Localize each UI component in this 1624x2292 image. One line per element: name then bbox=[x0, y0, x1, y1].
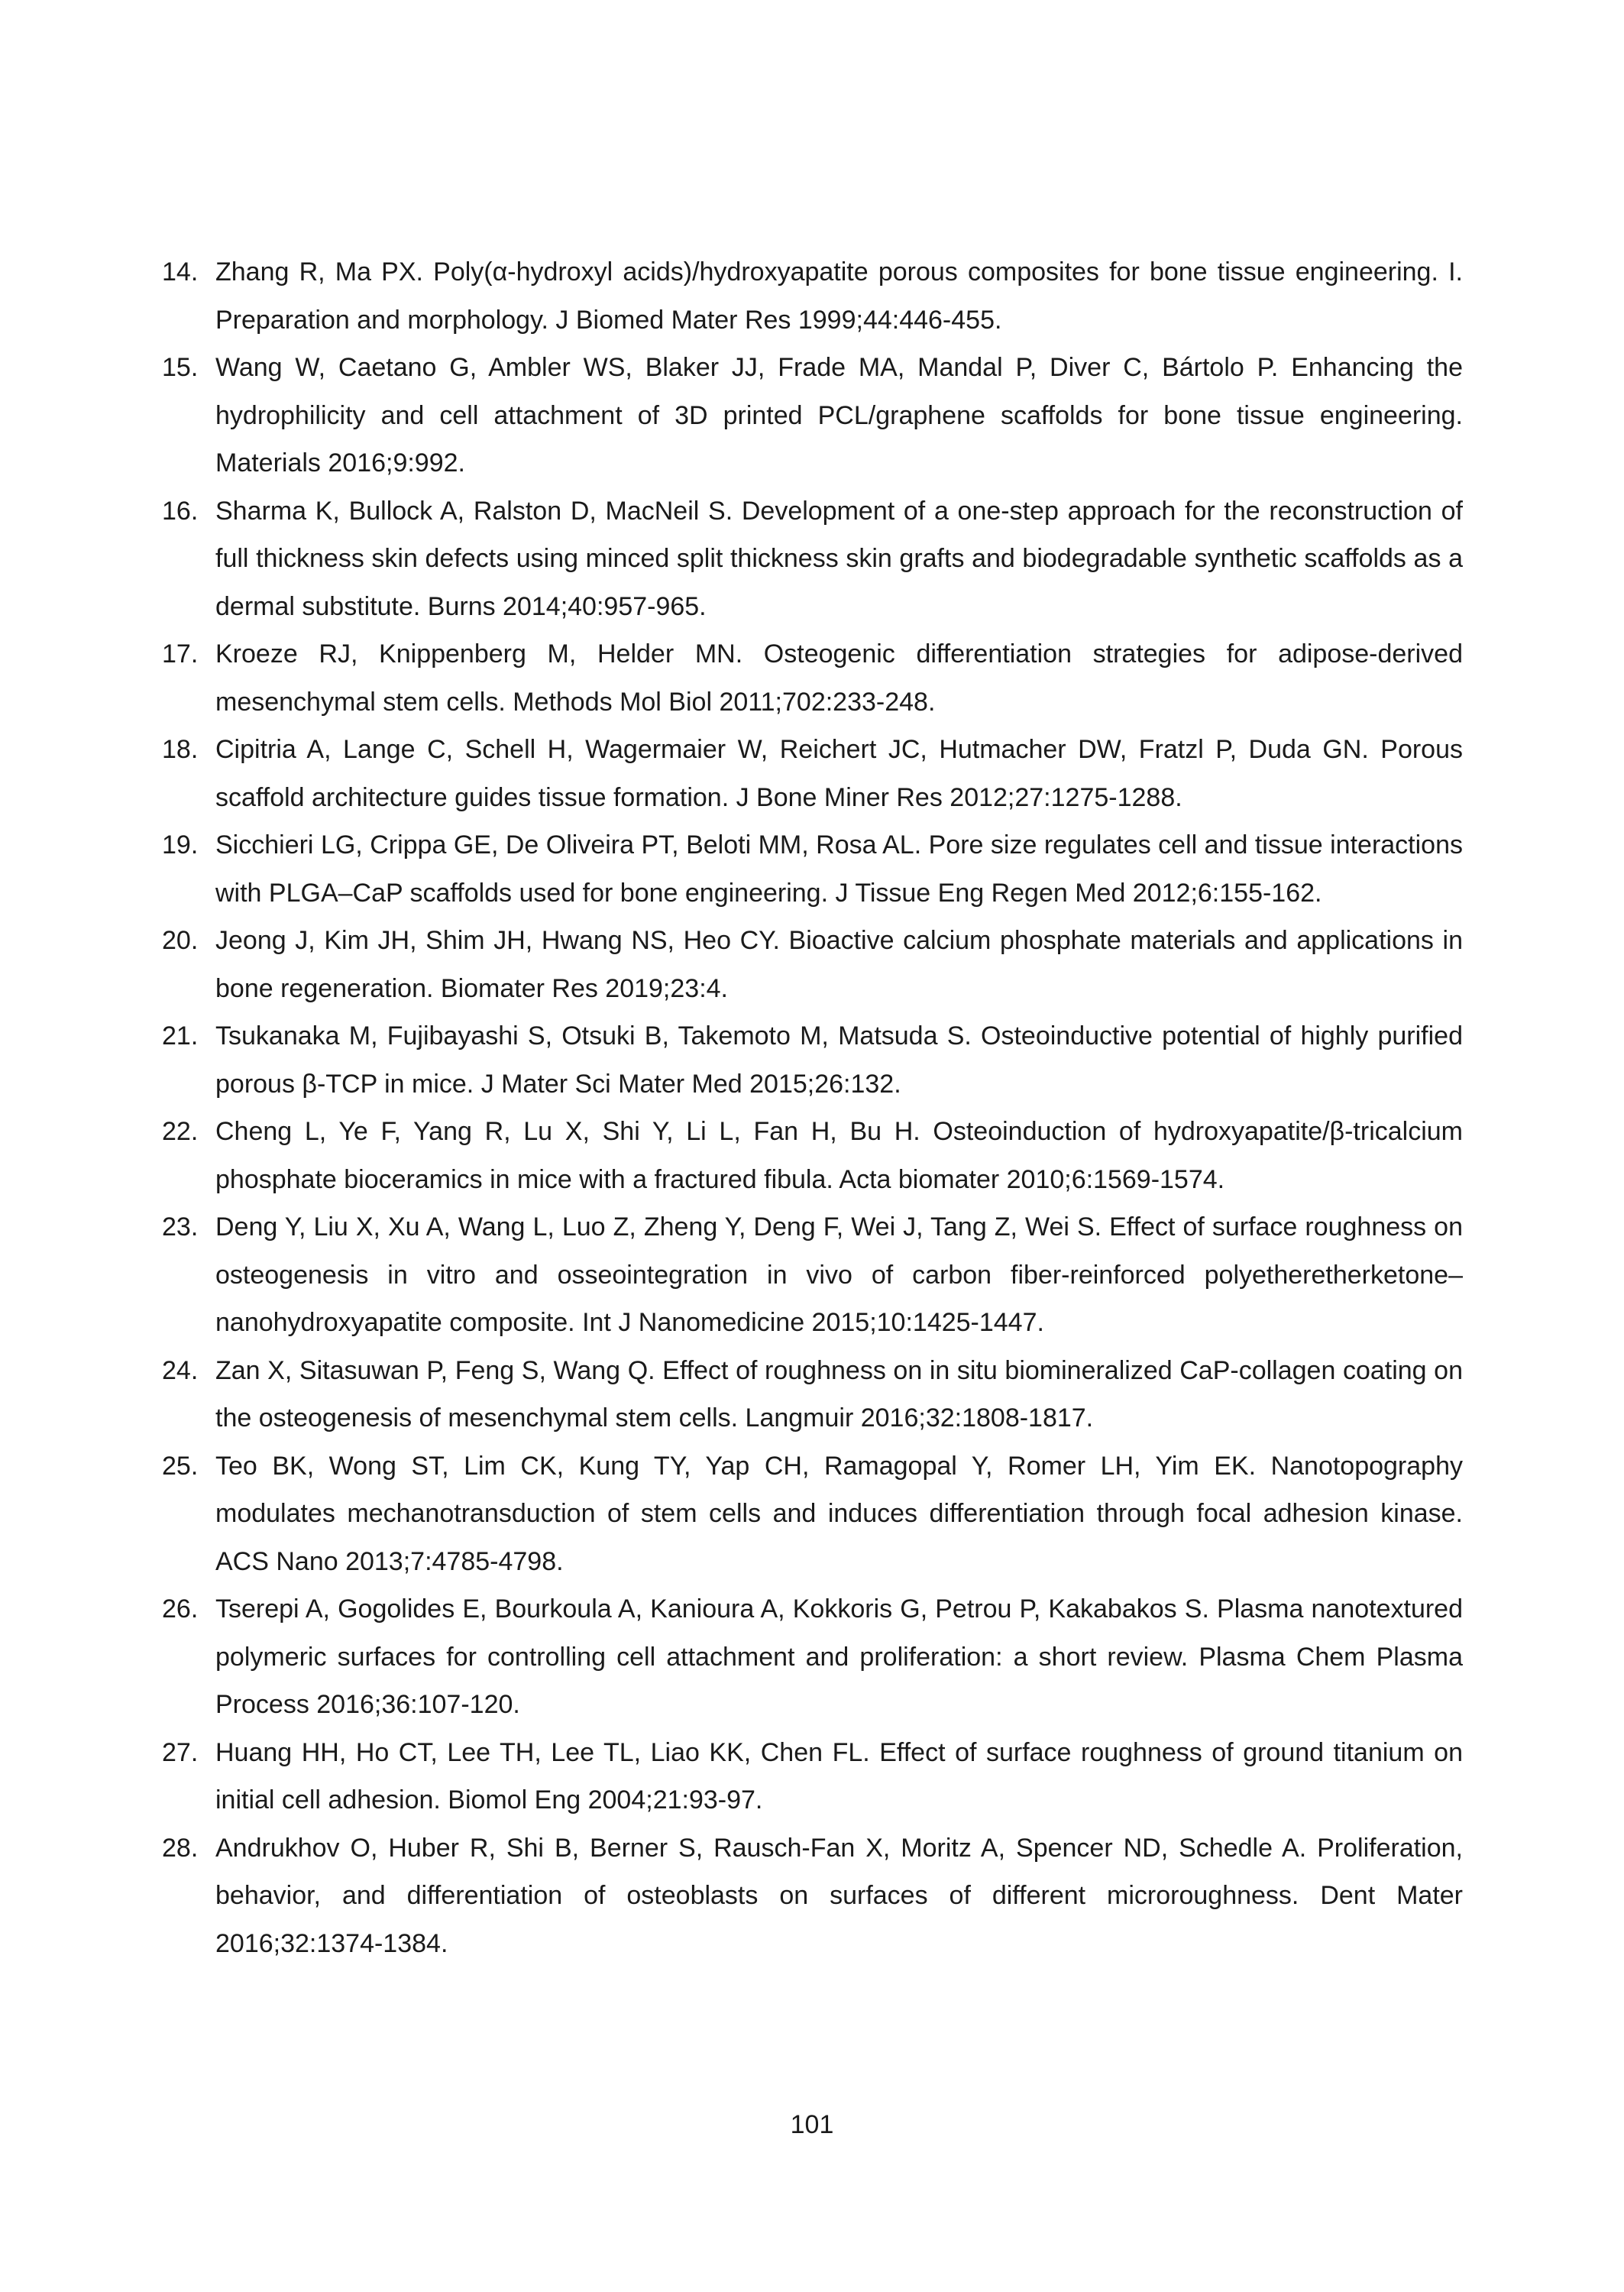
reference-text: Kroeze RJ, Knippenberg M, Helder MN. Osteogenic differentiation strategies for adipose-derived mesenchymal stem cells. Methods Mol Biol 2011;702:233-248. bbox=[215, 639, 1463, 717]
reference-item bbox=[162, 1203, 1463, 1347]
reference-item bbox=[162, 487, 1463, 631]
reference-item bbox=[162, 1824, 1463, 1968]
reference-text: Teo BK, Wong ST, Lim CK, Kung TY, Yap CH, Ramagopal Y, Romer LH, Yim EK. Nanotopography modulates mechanotransduction of stem cells and induces differentiation through focal adhesion kinase. ACS Nano 2013;7:4785-4798. bbox=[215, 1451, 1463, 1576]
reference-text: Deng Y, Liu X, Xu A, Wang L, Luo Z, Zheng Y, Deng F, Wei J, Tang Z, Wei S. Effect of surface roughness on osteogenesis in vitro and osseointegration in vivo of carbon fiber-reinforced polyetheretherketone–nanohydroxyapatite composite. Int J Nanomedicine 2015;10:1425-1447. bbox=[215, 1212, 1463, 1337]
reference-number: 25. bbox=[162, 1451, 199, 1481]
reference-number: 14. bbox=[162, 257, 199, 286]
reference-item bbox=[162, 726, 1463, 821]
reference-number: 26. bbox=[162, 1594, 199, 1624]
reference-number: 20. bbox=[162, 926, 199, 955]
reference-item bbox=[162, 1012, 1463, 1108]
reference-text: Andrukhov O, Huber R, Shi B, Berner S, Rausch-Fan X, Moritz A, Spencer ND, Schedle A. Proliferation, behavior, and differentiation of osteoblasts on surfaces of different microroughness. Dent Mater 2016;32:1374-1384. bbox=[215, 1833, 1463, 1958]
reference-number: 16. bbox=[162, 496, 199, 526]
reference-text: Wang W, Caetano G, Ambler WS, Blaker JJ, Frade MA, Mandal P, Diver C, Bártolo P. Enhancing the hydrophilicity and cell attachment of 3D printed PCL/graphene scaffolds for bone tissue engineering. Materials 2016;9:992. bbox=[215, 353, 1463, 478]
reference-number: 17. bbox=[162, 639, 199, 668]
reference-text: Sharma K, Bullock A, Ralston D, MacNeil S. Development of a one-step approach for the reconstruction of full thickness skin defects using minced split thickness skin grafts and biodegradable synthetic scaffolds as a dermal substitute. Burns 2014;40:957-965. bbox=[215, 496, 1463, 621]
reference-item bbox=[162, 248, 1463, 344]
page-number: 101 bbox=[790, 2110, 834, 2139]
reference-number: 22. bbox=[162, 1117, 199, 1146]
reference-text: Huang HH, Ho CT, Lee TH, Lee TL, Liao KK, Chen FL. Effect of surface roughness of ground titanium on initial cell adhesion. Biomol Eng 2004;21:93-97. bbox=[215, 1737, 1463, 1814]
reference-item bbox=[162, 1729, 1463, 1824]
reference-number: 24. bbox=[162, 1355, 199, 1385]
reference-number: 18. bbox=[162, 735, 199, 764]
reference-item bbox=[162, 1347, 1463, 1442]
reference-number: 23. bbox=[162, 1212, 199, 1242]
reference-number: 15. bbox=[162, 353, 199, 382]
reference-text: Cipitria A, Lange C, Schell H, Wagermaier W, Reichert JC, Hutmacher DW, Fratzl P, Duda GN. Porous scaffold architecture guides tissue formation. J Bone Miner Res 2012;27:1275-1288. bbox=[215, 735, 1463, 812]
reference-text: Tserepi A, Gogolides E, Bourkoula A, Kanioura A, Kokkoris G, Petrou P, Kakabakos S. Plasma nanotextured polymeric surfaces for controlling cell attachment and proliferation: a short review. Plasma Chem Plasma Process 2016;36:107-120. bbox=[215, 1594, 1463, 1719]
reference-item bbox=[162, 821, 1463, 917]
reference-number: 21. bbox=[162, 1021, 199, 1050]
reference-number: 28. bbox=[162, 1833, 199, 1863]
reference-text: Cheng L, Ye F, Yang R, Lu X, Shi Y, Li L, Fan H, Bu H. Osteoinduction of hydroxyapatite/β-tricalcium phosphate bioceramics in mice with a fractured fibula. Acta biomater 2010;6:1569-1574. bbox=[215, 1117, 1463, 1194]
reference-text: Jeong J, Kim JH, Shim JH, Hwang NS, Heo CY. Bioactive calcium phosphate materials and applications in bone regeneration. Biomater Res 2019;23:4. bbox=[215, 926, 1463, 1003]
reference-item bbox=[162, 344, 1463, 487]
reference-list bbox=[162, 248, 1463, 1967]
reference-number: 27. bbox=[162, 1737, 199, 1767]
reference-item bbox=[162, 1442, 1463, 1586]
reference-text: Zhang R, Ma PX. Poly(α-hydroxyl acids)/hydroxyapatite porous composites for bone tissue engineering. I. Preparation and morphology. J Biomed Mater Res 1999;44:446-455. bbox=[215, 257, 1463, 335]
reference-item bbox=[162, 630, 1463, 726]
reference-item bbox=[162, 1585, 1463, 1729]
reference-text: Tsukanaka M, Fujibayashi S, Otsuki B, Takemoto M, Matsuda S. Osteoinductive potential of highly purified porous β-TCP in mice. J Mater Sci Mater Med 2015;26:132. bbox=[215, 1021, 1463, 1099]
reference-item bbox=[162, 1108, 1463, 1203]
reference-text: Sicchieri LG, Crippa GE, De Oliveira PT, Beloti MM, Rosa AL. Pore size regulates cell and tissue interactions with PLGA–CaP scaffolds used for bone engineering. J Tissue Eng Regen Med 2012;6:155-162. bbox=[215, 830, 1463, 908]
reference-item bbox=[162, 917, 1463, 1012]
reference-number: 19. bbox=[162, 830, 199, 860]
reference-text: Zan X, Sitasuwan P, Feng S, Wang Q. Effect of roughness on in situ biomineralized CaP-collagen coating on the osteogenesis of mesenchymal stem cells. Langmuir 2016;32:1808-1817. bbox=[215, 1355, 1463, 1432]
